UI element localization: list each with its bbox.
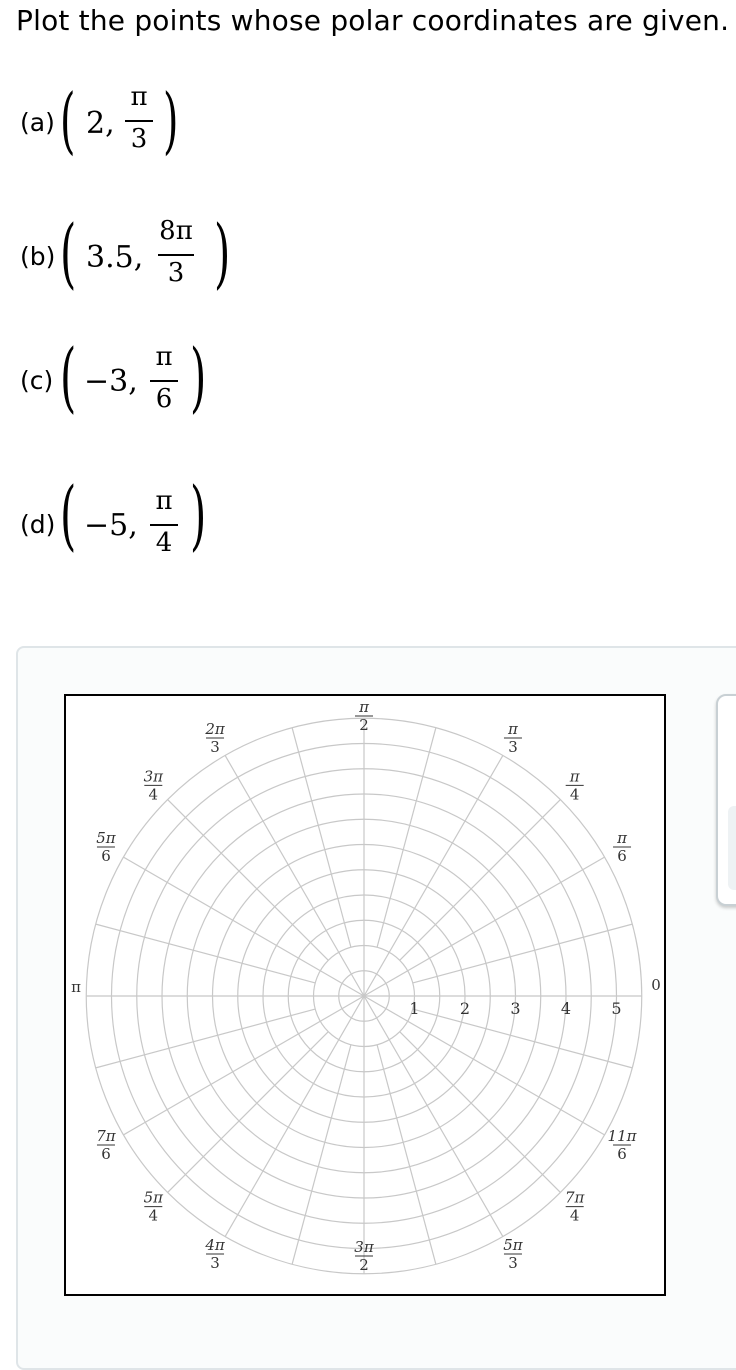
angle-label-numerator: 5π <box>503 1236 523 1255</box>
angle-label-numerator: 3π <box>143 767 164 786</box>
angle-label-denominator: 4 <box>569 785 580 804</box>
angle-label <box>504 720 522 756</box>
radius-tick-label: 1 <box>409 999 420 1018</box>
angle-label-denominator: 3 <box>210 737 220 756</box>
angle-label <box>613 829 631 865</box>
angle-label-denominator: 6 <box>101 847 111 866</box>
grid-ray <box>292 728 351 948</box>
radius-tick-label: 3 <box>510 999 521 1018</box>
grid-ray <box>225 996 364 1237</box>
grid-ray <box>400 1032 561 1193</box>
left-paren: ( <box>60 208 77 297</box>
angle-label <box>144 767 165 803</box>
grid-ray <box>377 1045 436 1265</box>
angle-label-numerator: π <box>359 698 369 716</box>
instruction-text: Plot the points whose polar coordinates are given. <box>16 4 730 37</box>
angle-label-numerator: π <box>569 767 580 786</box>
grid-ray <box>168 1032 329 1193</box>
grid-ray <box>400 800 561 961</box>
angle-label-numerator: 3π <box>354 1238 374 1256</box>
angle-numerator: π <box>130 82 148 112</box>
fraction-bar <box>150 380 178 382</box>
angle-label-numerator: 4π <box>205 1236 225 1255</box>
angle-label <box>566 767 584 803</box>
angle-label <box>565 1189 586 1225</box>
angle-label-denominator: 3 <box>508 1254 518 1273</box>
angle-label-denominator: 6 <box>617 847 627 866</box>
radius-tick-label: 5 <box>611 999 622 1018</box>
angle-label-numerator: π <box>617 829 627 848</box>
fraction-bar <box>125 120 153 122</box>
fraction-bar <box>158 254 194 256</box>
angle-label-denominator: 3 <box>210 1254 220 1273</box>
radius-tick-label: 4 <box>560 999 572 1018</box>
angle-label <box>354 1238 375 1274</box>
grid-ray <box>413 1009 633 1068</box>
right-paren: ) <box>190 332 207 421</box>
left-paren: ( <box>60 78 76 162</box>
angle-label <box>355 698 373 734</box>
angle-numerator: 8π <box>159 216 193 246</box>
angle-label-numerator: 11π <box>607 1126 637 1145</box>
grid-ray <box>168 800 329 961</box>
radius-value: −5, <box>84 508 138 543</box>
problem-label: (b) <box>20 242 56 271</box>
angle-label-numerator: 5π <box>143 1188 164 1207</box>
problem-label: (a) <box>20 108 55 137</box>
left-paren: ( <box>60 470 77 559</box>
angle-label <box>204 1236 226 1272</box>
angle-label-denominator: 4 <box>569 1206 580 1225</box>
radius-value: 3.5, <box>86 240 144 275</box>
angle-label-denominator: 2 <box>359 716 369 734</box>
angle-label <box>503 1236 524 1272</box>
angle-label <box>144 1189 165 1225</box>
radius-value: −3, <box>84 364 138 399</box>
grid-ray <box>364 857 605 996</box>
right-paren: ) <box>190 470 207 559</box>
angle-denominator: 3 <box>130 124 148 154</box>
right-paren: ) <box>163 78 179 162</box>
angle-denominator: 6 <box>155 384 173 414</box>
angle-numerator: π <box>155 486 173 516</box>
grid-ray <box>96 924 316 983</box>
radius-value: 2, <box>86 106 115 141</box>
angle-label <box>96 829 117 865</box>
grid-ray <box>292 1045 351 1265</box>
angle-label <box>204 720 226 756</box>
angle-label: π <box>71 978 81 996</box>
point-tool-button[interactable] <box>728 806 736 890</box>
fraction-bar <box>150 524 178 526</box>
angle-label <box>608 1127 638 1163</box>
grid-ray <box>364 755 503 996</box>
angle-label-denominator: 6 <box>617 1144 627 1163</box>
angle-label <box>96 1127 117 1163</box>
problem-label: (c) <box>20 366 54 395</box>
grid-ray <box>413 924 633 983</box>
angle-label-denominator: 3 <box>508 737 518 756</box>
angle-numerator: π <box>155 342 173 372</box>
grid-ray <box>96 1009 316 1068</box>
angle-label-numerator: 7π <box>564 1188 585 1207</box>
grid-ray <box>364 996 503 1237</box>
angle-label-denominator: 4 <box>148 1206 159 1225</box>
radius-tick-label: 2 <box>459 999 471 1018</box>
polar-grid[interactable] <box>66 696 664 1294</box>
angle-label-denominator: 2 <box>359 1256 369 1274</box>
polar-graph[interactable] <box>64 694 666 1296</box>
left-paren: ( <box>60 332 77 421</box>
angle-label: 0 <box>651 976 661 994</box>
angle-label-numerator: 2π <box>205 719 225 738</box>
angle-denominator: 3 <box>167 258 185 288</box>
grid-ray <box>377 728 436 948</box>
angle-label-denominator: 4 <box>148 785 159 804</box>
angle-denominator: 4 <box>155 528 173 558</box>
grid-ray <box>123 857 364 996</box>
right-paren: ) <box>214 208 231 297</box>
angle-label-denominator: 6 <box>101 1144 111 1163</box>
angle-label-numerator: π <box>508 719 518 738</box>
grid-ray <box>123 996 364 1135</box>
grid-ray <box>225 755 364 996</box>
angle-label-numerator: 5π <box>96 829 116 848</box>
problem-label: (d) <box>20 510 56 539</box>
angle-label-numerator: 7π <box>96 1126 116 1145</box>
